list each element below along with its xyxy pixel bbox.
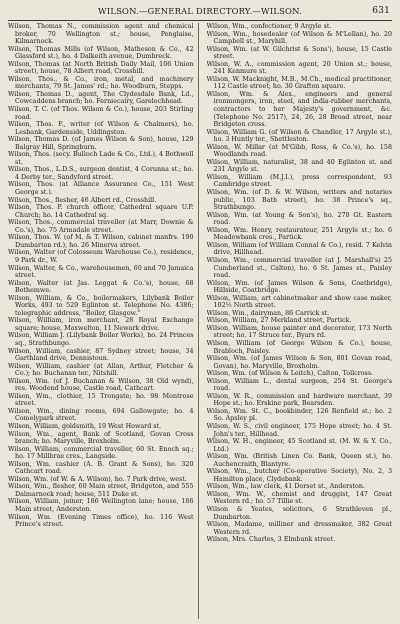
directory-entry: Wilson, Thos. (secy. Bulloch Lade & Co., Ltd.), 4 Bothwell st. [8, 151, 194, 166]
directory-entry: Wilson, William L., dental surgeon, 254 St. George's road. [206, 377, 392, 393]
directory-entry: Wilson, Walter (of Colosseum Warehouse Co.), residence, 9 Park dr., W. [8, 249, 194, 264]
directory-entry: Wilson, Wm. (of James Wilson & Sons, Coatbridge), Hillside, Coatbridge. [206, 279, 392, 295]
directory-entry: Wilson, Wm., butcher (Co-operative Society), No. 2, 3 Hamilton place, Clydebank. [206, 468, 392, 483]
directory-entry: Wilson, Walter, & Co., warehousemen, 60 and 70 Jamaica street. [8, 264, 194, 280]
directory-entry: Wilson, Thomas (at North British Daily Mail, 106 Union street), house, 78 Albert road, Crosshill. [8, 60, 194, 76]
directory-entry: Wilson, Madame, milliner and dressmaker, 382 Great Western rd. [206, 521, 392, 536]
directory-entry: Wilson, W. Macknight, M.B., M.Ch., medical practitioner, 112 Castle street; ho. 30 Grafton square. [206, 75, 392, 91]
directory-entry: Wilson, Thomas Mills (of Wilson, Matheson & Co., 42 Glassford st.), ho. 4 Dalkeith avenue, Dumbreck. [8, 45, 194, 61]
directory-entry: Wilson, Thos., flesher, 46 Albert rd., Crosshill. [8, 196, 157, 204]
directory-entry: Wilson, Wm. (of W. & A. Wilson), ho. 7 Park drive, west. [8, 475, 187, 483]
directory-entry: Wilson, William, 27 Merkland street, Partick. [206, 317, 352, 325]
directory-entry: Wilson, William, cashier, 87 Sydney street; house, 34 Garthland drive, Dennistoun. [8, 347, 194, 363]
directory-entry: Wilson, Wm. (British Linen Co. Bank, Queen st.), ho. Auchencraith, Blantyre. [206, 453, 392, 468]
directory-entry: Wilson, Walter (at Jas. Leggat & Co.'s), house, 68 Bothemwe. [8, 279, 194, 295]
directory-entry: Wilson, Wm. (at Young & Son's), ho. 270 Gt. Eastern road. [206, 211, 392, 227]
directory-entry: Wilson, Wm. (Evening Times office), ho. 116 West Prince's street. [8, 513, 194, 529]
directory-entry: Wilson, William (of William Connal & Co.), resid. 7 Kelvin drive, Hillhead. [206, 241, 392, 257]
directory-entry: Wilson, W. R., commission and hardware merchant, 39 Hope st.; ho. Erskine park, Bearsden. [206, 392, 392, 408]
running-head-left: WILSON. [98, 6, 139, 16]
directory-entry: Wilson, Thos. W. (of M. & T. Wilson, cabinet manfrs. 190 Dumbarton rd.), ho. 26 Minerva street. [8, 234, 194, 249]
directory-entry: Wilson, Wm. (of D. & W. Wilson, writers and notaries public, 103 Bath street), ho. 38 Prince's sq., Strathbungo. [206, 189, 392, 212]
directory-entry: Wilson, Wm. & Alex., engineers and general ironmongers, iron, steel, and india-rubber merchants, contractors to her Majesty's government, &c. (Telephone No. 2517), 24, 26, 28 Broad street, near Bridgeton cross. [206, 90, 392, 129]
directory-entry: Wilson, William, cashier (at Allan, Arthur, Fletcher & Co.); ho. Buchanan ter., Nitshill. [8, 362, 194, 378]
directory-entry: Wilson, William (of George Wilson & Co.), house, Brabloch, Paisley. [206, 339, 392, 355]
directory-entry: Wilson, Thos., L.D.S., surgeon dentist, 4 Corunna st.; ho. 4 Derby ter., Sandyford street. [8, 166, 194, 181]
directory-entry: Wilson, Wm., commercial traveller (at J. Marshall's) 25 Cumberland st., Calton), ho. 6 St. James st., Paisley road. [206, 256, 392, 280]
page-header [8, 6, 392, 20]
directory-entry: Wilson, William (M.J.I.), press correspondent, 93 Cambridge street. [206, 173, 392, 189]
header-rule [8, 20, 392, 21]
running-head-right: WILSON. [261, 6, 302, 16]
directory-entry: Wilson, Thos. (at Alliance Assurance Co., 151 West George st.). [8, 181, 194, 197]
directory-entry: Wilson, T. C. (of Thos. Wilson & Co.), house, 203 Stirling road. [8, 106, 194, 121]
directory-entry: Wilson, W. H., engineer, 45 Scotland st. (M. W. & Y. Co., Ltd.) [206, 438, 392, 453]
directory-entry: Wilson, William, house painter and decorator, 173 North street; ho. 17 Struce ter., Byars rd. [206, 324, 392, 340]
directory-entry: Wilson & Yeates, solicitors, 6 Strathleven pl., Dumbarton. [206, 506, 392, 521]
directory-entry: Wilson, Wm., flesher, 60 Main street, Bridgeton, and 555 Dalmarnock road; house, 511 Duke st. [8, 483, 194, 498]
directory-entry: Wilson, Wm. (of Wilson & Leitch), Calton, Tollcross. [206, 370, 374, 378]
directory-entry: Wilson, William, iron merchant, 28 Royal Exchange square; house, Maxwelton, 11 Newark drive. [8, 317, 194, 332]
columns [8, 23, 392, 619]
directory-entry: Wilson, Thomas D. (of James Wilson & Son), house, 129 Balgray Hill, Springburn. [8, 136, 194, 151]
directory-entry: Wilson, Thos., commercial traveller (at Marr, Downie & Co.'s), ho. 75 Armadale street. [8, 219, 194, 234]
directory-entry: Wilson, Wm. Henry, restaurateur, 251 Argyle st.; ho. 6 Meadowbank cres., Partick. [206, 226, 392, 242]
directory-entry: Wilson, Mrs. Charles, 3 Elmbank street. [206, 536, 336, 544]
directory-entry: Wilson, William, art cabinetmaker and show case maker, 102½ North street. [206, 294, 392, 310]
page-number: 631 [372, 6, 390, 16]
running-head [98, 6, 302, 16]
directory-entry: Wilson, Thos. F., writer (of Wilson & Chalmers), ho. Lesbank, Gardenside, Uddingston. [8, 121, 194, 136]
directory-entry: Wilson, W. S., civil engineer, 175 Hope street; ho. 4 St. John's ter., Hillhead. [206, 422, 392, 438]
left-column [8, 23, 194, 619]
directory-entry: Wilson, William J. (Lilybank Boiler Works), ho. 24 Princes sq., Strathbungo. [8, 332, 194, 347]
directory-entry: Wilson, Wm., law clerk, 41 Dorset st., Anderston. [206, 483, 365, 491]
directory-entry: Wilson, Wm., clothier, 15 Trongate; ho. 98 Montrose street. [8, 392, 194, 408]
directory-entry: Wilson, Thos. P. church officer, Cathedral square U.P. Church; ho. 14 Cathedral sq. [8, 204, 194, 219]
directory-entry: Wilson, William G. (of Wilson & Chandler, 17 Argyle st.), ho. 3 Huntly ter., Shettleston. [206, 128, 392, 144]
directory-entry: Wilson, William, goldsmith, 19 West Howard st. [8, 422, 162, 430]
directory-entry: Wilson, Thomas D., agent, The Clydesdale Bank, Ld., Cowcaddens branch; ho. Ferniecairy, Garelochhead. [8, 90, 194, 106]
right-column [207, 23, 393, 619]
directory-entry: Wilson, William, & Co., boilermakers, Lilybank Boiler Works, 493 to 529 Eglinton st. Telephone No. 4386; telegraphic address, "Boiler, Glasgow." [8, 294, 194, 317]
directory-entry: Wilson, Wm., agent, Bank of Scotland, Govan Cross branch; ho. Maryville, Broxholm. [8, 430, 194, 446]
directory-entry: Wilson, Wm., dairyman, 86 Carrick st. [206, 309, 330, 317]
directory-entry: Wilson, W. A., commission agent, 20 Union st.; house, 241 Kenmure st. [206, 60, 392, 76]
directory-entry: Wilson, Wm., hosedealer (of Wilson & M'Lellan), ho. 20 Campbell st., Maryhill. [206, 30, 392, 46]
directory-entry: Wilson, Thomas N., commission agent and chemical broker, 70 Wellington st.; house, Penglaise, Kilmarnock. [8, 23, 194, 46]
directory-entry: Wilson, Wm. (of J. Buchanan & Wilson, 38 Old wynd), res. Woodend house, Castle road, Cathcart. [8, 377, 194, 393]
running-head-center: —GENERAL DIRECTORY.— [138, 6, 262, 16]
directory-entry: Wilson, Wm. St. C., bookbinder, 126 Renfield st.; ho. 2 So. Apsley pl. [206, 407, 392, 423]
directory-entry: Wilson, William, joiner, 186 Wellington lane; house, 186 Main street, Anderston. [8, 498, 194, 513]
directory-entry: Wilson, W. Millar (at M'Gibb, Ross, & Co.'s), ho. 158 Woodlands road. [206, 143, 392, 159]
directory-entry: Wilson, Wm., confectioner, 9 Argyle st. [206, 23, 332, 30]
directory-entry: Wilson, William, naturalist, 38 and 40 Eglinton st. and 231 Argyle st. [206, 158, 392, 174]
directory-entry: Wilson, Wm., dining rooms, 694 Gallowgate; ho. 4 Comelypark street. [8, 407, 194, 423]
directory-entry: Wilson, William, commercial traveller, 60 St. Enoch sq.; ho. 17 Millbrae cres., Langside. [8, 445, 194, 461]
column-divider [198, 23, 199, 619]
directory-entry: Wilson, Wm. (of James Wilson & Son, 801 Govan road, Govan), ho. Maryville, Broxholm. [206, 355, 392, 370]
directory-entry: Wilson, Thos., & Co., iron, metal, and machinery merchants, 79 St. James' rd.; ho. Woodburn, Stepps. [8, 75, 194, 91]
directory-entry: Wilson, Wm. cashier (A. B. Grant & Sons), ho. 320 Cathcart road. [8, 460, 194, 476]
directory-entry: Wilson, Wm. (at W. Gilchrist & Sons'), house, 15 Castle street. [206, 45, 392, 61]
directory-entry: Wilson, Wm. W., chemist and druggist, 147 Great Western rd.; ho. 57 Tillie st. [206, 490, 392, 506]
